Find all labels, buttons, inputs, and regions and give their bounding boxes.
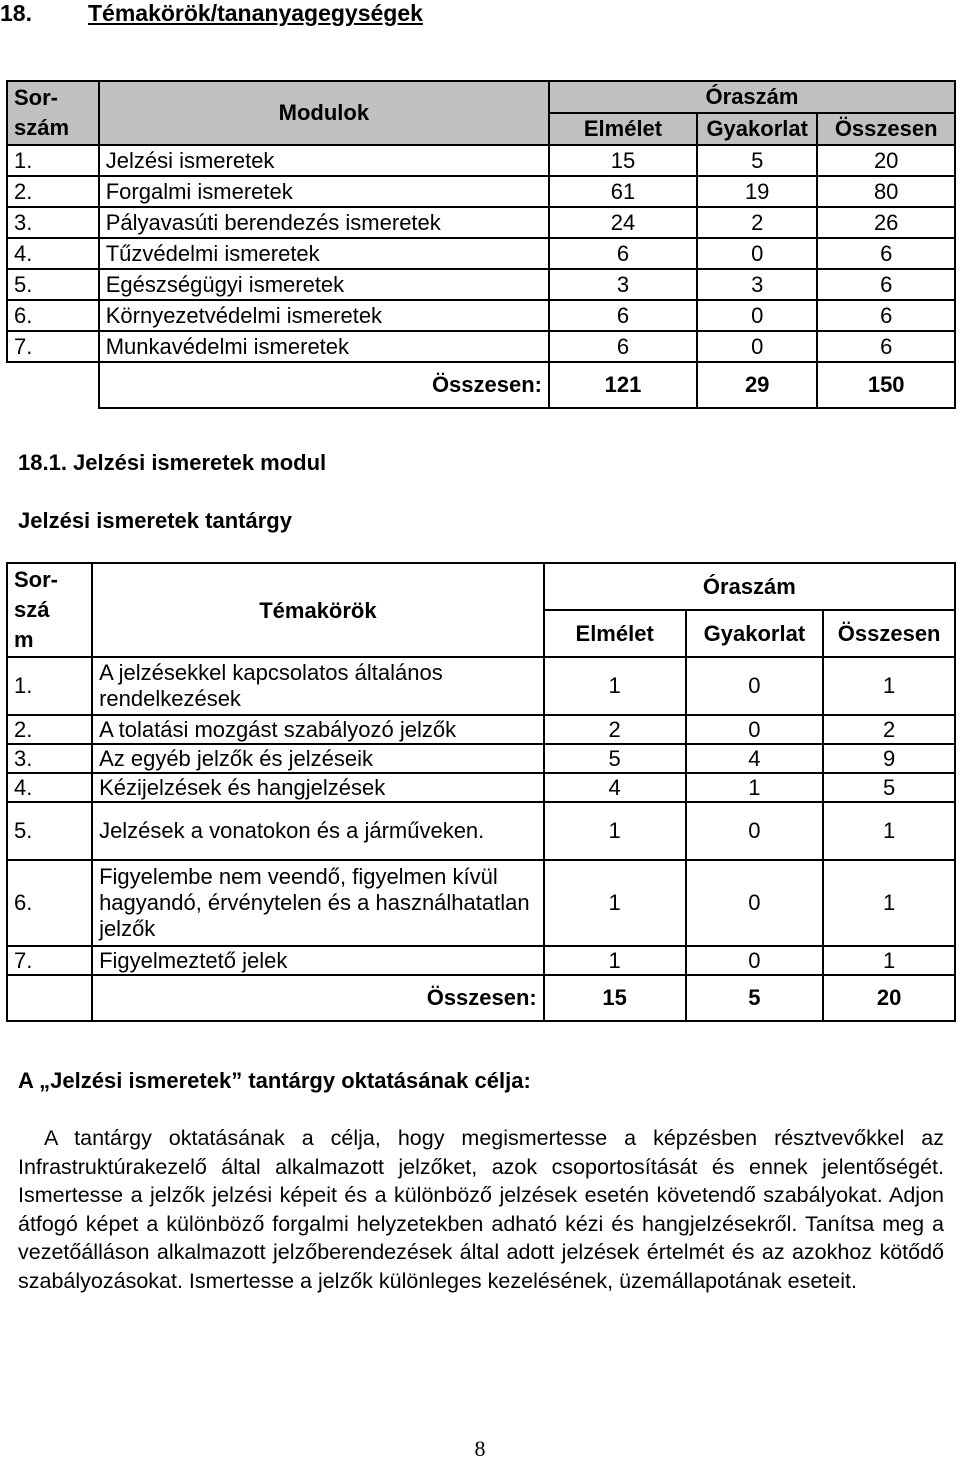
row-gyakorlat: 0 [686,802,824,860]
row-number: 5. [7,802,92,860]
header-elmelet: Elmélet [544,610,686,657]
subsection-title: 18.1. Jelzési ismeretek modul [18,450,327,475]
header-osszesen: Összesen [823,610,955,657]
row-gyakorlat: 0 [697,300,817,331]
row-name: Jelzési ismeretek [99,145,549,176]
header-temakorok: Témakörök [92,563,544,657]
table-row [7,207,955,238]
row-osszesen: 2 [823,715,955,744]
table-row [7,145,955,176]
row-number: 7. [7,946,92,975]
row-elmelet: 1 [544,860,686,946]
table-total-row [7,975,955,1021]
row-elmelet: 3 [549,269,697,300]
row-gyakorlat: 0 [697,331,817,362]
section-title: Témakörök/tananyagegységek [88,0,423,26]
empty-cell [7,975,92,1021]
row-gyakorlat: 19 [697,176,817,207]
row-name: Jelzések a vonatokon és a járműveken. [92,802,544,860]
row-number: 1. [7,145,99,176]
header-osszesen: Összesen [817,113,955,145]
row-number: 3. [7,207,99,238]
goal-heading: A „Jelzési ismeretek” tantárgy oktatásának célja: [18,1068,531,1093]
row-gyakorlat: 0 [686,946,824,975]
row-number: 2. [7,176,99,207]
row-elmelet: 1 [544,802,686,860]
row-name: Forgalmi ismeretek [99,176,549,207]
total-label: Összesen: [92,975,544,1021]
row-osszesen: 26 [817,207,955,238]
section-number: 18. [0,0,32,26]
row-number: 6. [7,300,99,331]
row-number: 5. [7,269,99,300]
row-osszesen: 5 [823,773,955,802]
total-elmelet: 121 [549,362,697,408]
table-header-row [7,563,955,610]
row-name: A tolatási mozgást szabályozó jelzők [92,715,544,744]
table-row [7,331,955,362]
row-number: 6. [7,860,92,946]
total-gyakorlat: 29 [697,362,817,408]
row-number: 1. [7,657,92,715]
row-elmelet: 4 [544,773,686,802]
empty-cell [7,362,99,408]
row-osszesen: 1 [823,657,955,715]
row-osszesen: 6 [817,300,955,331]
table-header-row [7,81,955,113]
row-name: Figyelmeztető jelek [92,946,544,975]
table-row [7,269,955,300]
header-oraszam: Óraszám [549,81,955,113]
table-row [7,773,955,802]
row-name: Egészségügyi ismeretek [99,269,549,300]
row-gyakorlat: 3 [697,269,817,300]
row-name: Az egyéb jelzők és jelzéseik [92,744,544,773]
header-gyakorlat: Gyakorlat [686,610,824,657]
row-number: 2. [7,715,92,744]
row-elmelet: 2 [544,715,686,744]
row-elmelet: 6 [549,300,697,331]
total-label: Összesen: [99,362,549,408]
row-elmelet: 24 [549,207,697,238]
header-elmelet: Elmélet [549,113,697,145]
total-osszesen: 150 [817,362,955,408]
row-gyakorlat: 0 [686,657,824,715]
row-osszesen: 6 [817,331,955,362]
row-elmelet: 6 [549,238,697,269]
row-elmelet: 1 [544,946,686,975]
section-heading [0,0,423,27]
row-elmelet: 61 [549,176,697,207]
total-osszesen: 20 [823,975,955,1021]
table-row [7,238,955,269]
modules-table [6,80,956,409]
row-osszesen: 6 [817,269,955,300]
table-total-row [7,362,955,408]
row-name: Pályavasúti berendezés ismeretek [99,207,549,238]
row-osszesen: 9 [823,744,955,773]
row-name: Tűzvédelmi ismeretek [99,238,549,269]
row-osszesen: 1 [823,802,955,860]
table-row [7,176,955,207]
table-row [7,860,955,946]
page-number: 8 [474,1436,486,1461]
table-row [7,657,955,715]
header-modulok: Modulok [99,81,549,145]
row-gyakorlat: 5 [697,145,817,176]
row-gyakorlat: 1 [686,773,824,802]
row-gyakorlat: 0 [686,860,824,946]
row-name: Figyelembe nem veendő, figyelmen kívül hagyandó, érvénytelen és a használhatatlan jelzők [92,860,544,946]
row-elmelet: 6 [549,331,697,362]
header-oraszam: Óraszám [544,563,955,610]
table-row [7,946,955,975]
total-elmelet: 15 [544,975,686,1021]
row-gyakorlat: 0 [697,238,817,269]
header-sorszam: Sor- szá m [7,563,92,657]
row-name: Kézijelzések és hangjelzések [92,773,544,802]
row-name: Környezetvédelmi ismeretek [99,300,549,331]
table-row [7,802,955,860]
topics-table [6,562,956,1022]
row-elmelet: 15 [549,145,697,176]
row-name: Munkavédelmi ismeretek [99,331,549,362]
row-gyakorlat: 0 [686,715,824,744]
row-elmelet: 1 [544,657,686,715]
table-row [7,300,955,331]
row-number: 4. [7,238,99,269]
row-osszesen: 80 [817,176,955,207]
row-gyakorlat: 2 [697,207,817,238]
table-row [7,744,955,773]
row-osszesen: 1 [823,860,955,946]
row-gyakorlat: 4 [686,744,824,773]
subject-title: Jelzési ismeretek tantárgy [18,508,292,533]
total-gyakorlat: 5 [686,975,824,1021]
row-number: 7. [7,331,99,362]
row-number: 4. [7,773,92,802]
table-row [7,715,955,744]
row-osszesen: 1 [823,946,955,975]
header-sorszam: Sor- szám [7,81,99,145]
row-elmelet: 5 [544,744,686,773]
row-number: 3. [7,744,92,773]
row-name: A jelzésekkel kapcsolatos általános rendelkezések [92,657,544,715]
header-gyakorlat: Gyakorlat [697,113,817,145]
goal-paragraph: A tantárgy oktatásának a célja, hogy megismertesse a képzésben résztvevőkkel az Infrastruktúrakezelő által alkalmazott jelzőket, azok csoportosítását és ennek jelentőségét. Ismertesse a jelzők jelzési képeit és a különböző jelzések esetén követendő szabályokat. Adjon átfogó képet a különböző forgalmi helyzetekben adható kézi és hangjelzésekről. Tanítsa meg a vezetőálláson alkalmazott jelzőberendezések által adott jelzések értelmét és az azokhoz kötődő szabályozásokat. Ismertesse a jelzők különleges kezelésének, üzemállapotának eseteit. [18,1126,944,1293]
row-osszesen: 20 [817,145,955,176]
row-osszesen: 6 [817,238,955,269]
